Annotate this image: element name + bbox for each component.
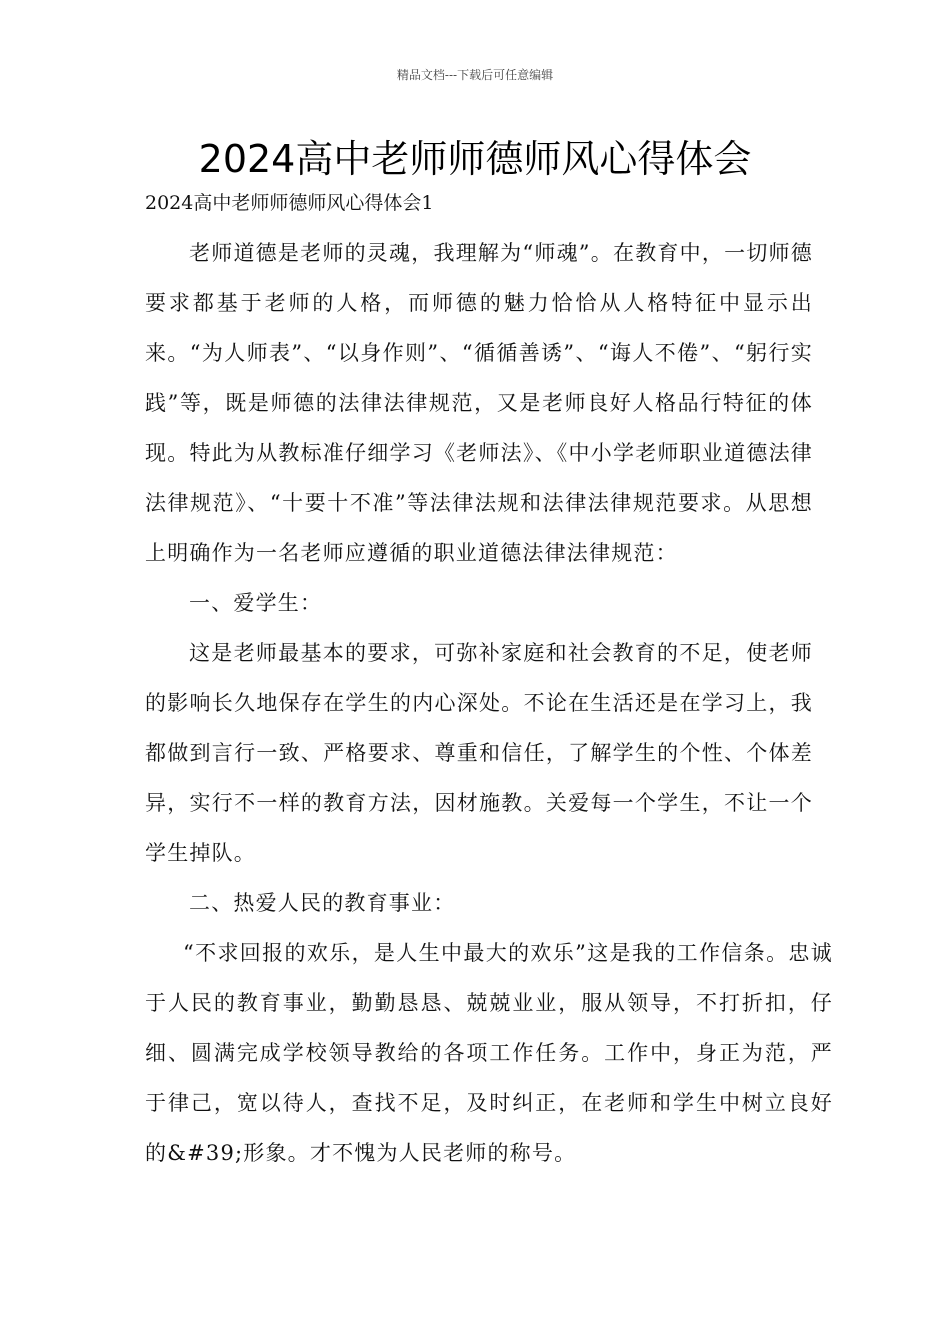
document-body bbox=[145, 228, 833, 1178]
heading-love-education: 二、热爱人民的教育事业： bbox=[189, 891, 456, 915]
paragraph-love-education: “不求回报的欢乐，是人生中最大的欢乐”这是我的工作信条。忠诚于人民的教育事业，勤勤恳恳、兢兢业业，服从领导，不打折扣，仔细、圆满完成学校领导教给的各项工作任务。工作中，身正为范，严于律己，宽以待人，查找不足，及时纠正，在老师和学生中树立良好的&#39;形象。才不愧为人民老师的称号。 bbox=[145, 941, 833, 1165]
section-subtitle: 2024高中老师师德师风心得体会1 bbox=[145, 192, 434, 214]
paragraph-intro: 老师道德是老师的灵魂，我理解为“师魂”。在教育中，一切师德要求都基于老师的人格，而师德的魅力恰恰从人格特征中显示出来。“为人师表”、“以身作则”、“循循善诱”、“诲人不倦”、“躬行实践”等，既是师德的法律法律规范，又是老师良好人格品行特征的体现。特此为从教标准仔细学习《老师法》、《中小学老师职业道德法律法律规范》、“十要十不准”等法律法规和法律法律规范要求。从思想上明确作为一名老师应遵循的职业道德法律法律规范： bbox=[145, 241, 813, 565]
paragraph-love-students: 这是老师最基本的要求，可弥补家庭和社会教育的不足，使老师的影响长久地保存在学生的内心深处。不论在生活还是在学习上，我都做到言行一致、严格要求、尊重和信任，了解学生的个性、个体差异，实行不一样的教育方法，因材施教。关爱每一个学生，不让一个学生掉队。 bbox=[145, 641, 813, 865]
header-note: 精品文档---下载后可任意编辑 bbox=[396, 68, 554, 82]
document-title: 2024高中老师师德师风心得体会 bbox=[198, 137, 752, 181]
heading-love-students: 一、爱学生： bbox=[189, 591, 323, 615]
